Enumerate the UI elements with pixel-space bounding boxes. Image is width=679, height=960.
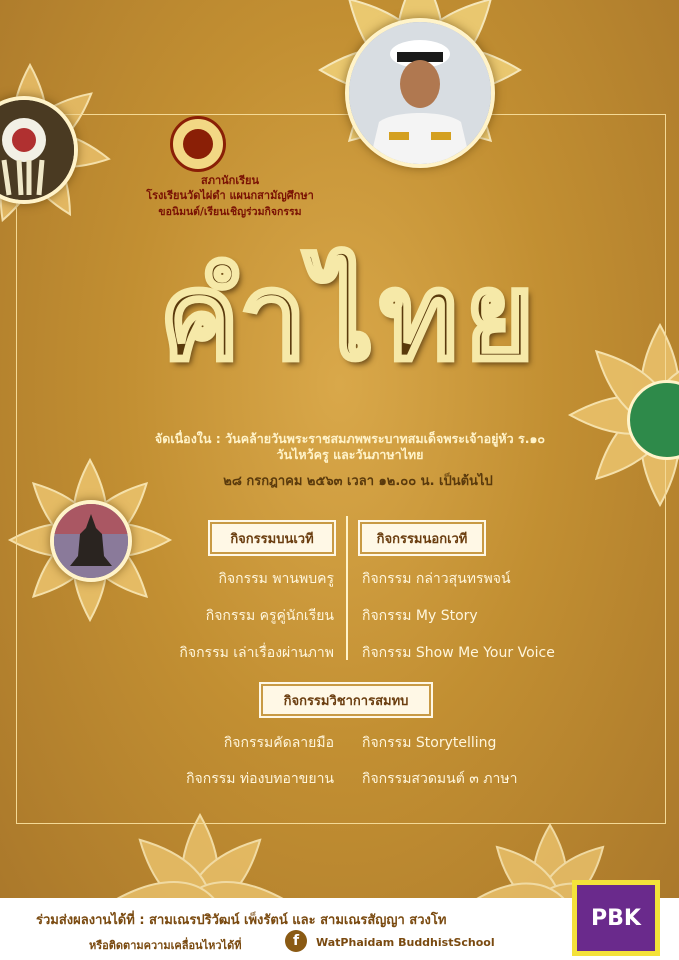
portrait-photo <box>345 18 495 168</box>
student-council-logo-text: PBK <box>577 885 655 951</box>
column-divider <box>346 516 348 660</box>
academic-activity-4: กิจกรรมสวดมนต์ ๓ ภาษา <box>362 771 518 787</box>
submission-contact: ร่วมส่งผลงานได้ที่ : สามเณรปริวัฒน์ เพ็งรัตน์ และ สามเณรสัญญา สวงโท <box>36 913 447 928</box>
offstage-activity-2: กิจกรรม My Story <box>362 608 478 624</box>
border-frame <box>16 114 666 824</box>
facebook-icon[interactable]: f <box>285 930 307 952</box>
academic-activity-3: กิจกรรม Storytelling <box>362 735 497 751</box>
school-logo <box>170 116 226 172</box>
occasion-line2: วันไหว้ครู และวันภาษาไทย <box>276 447 424 462</box>
academic-activity-1: กิจกรรมคัดลายมือ <box>223 735 334 751</box>
offstage-activity-3: กิจกรรม Show Me Your Voice <box>362 645 555 661</box>
statue-photo <box>50 500 132 582</box>
facebook-page-name[interactable]: WatPhaidam BuddhistSchool <box>316 936 495 949</box>
offstage-activity-1: กิจกรรม กล่าวสุนทรพจน์ <box>362 571 511 587</box>
occasion-line1: จัดเนื่องใน : วันคล้ายวันพระราชสมภพพระบาทสมเด็จพระเจ้าอยู่หัว ร.๑๐ <box>154 431 546 446</box>
organizer-line2: โรงเรียนวัดไผ่ดำ แผนกสามัญศึกษา <box>146 189 314 202</box>
academic-activity-2: กิจกรรม ท่องบทอาขยาน <box>186 771 334 787</box>
organizer-line3: ขอนิมนต์/เรียนเชิญร่วมกิจกรรม <box>158 206 302 218</box>
stage-activity-2: กิจกรรม ครูคู่นักเรียน <box>205 608 334 624</box>
stage-activity-3: กิจกรรม เล่าเรื่องผ่านภาพ <box>179 645 334 661</box>
follow-text: หรือติดตามความเคลื่อนไหวได้ที่ <box>89 939 242 952</box>
stage-activity-1: กิจกรรม พานพบครู <box>218 571 334 587</box>
student-council-logo <box>572 880 660 956</box>
offstage-activities-label: กิจกรรมนอกเวที <box>360 522 484 554</box>
event-date: ๒๘ กรกฎาคม ๒๕๖๓ เวลา ๑๒.๐๐ น. เป็นต้นไป <box>223 474 493 489</box>
event-title: คำไทย <box>159 248 541 387</box>
stage-activities-label: กิจกรรมบนเวที <box>210 522 334 554</box>
academic-activities-label: กิจกรรมวิชาการสมทบ <box>261 684 431 716</box>
organizer-line1: สภานักเรียน <box>201 174 259 187</box>
